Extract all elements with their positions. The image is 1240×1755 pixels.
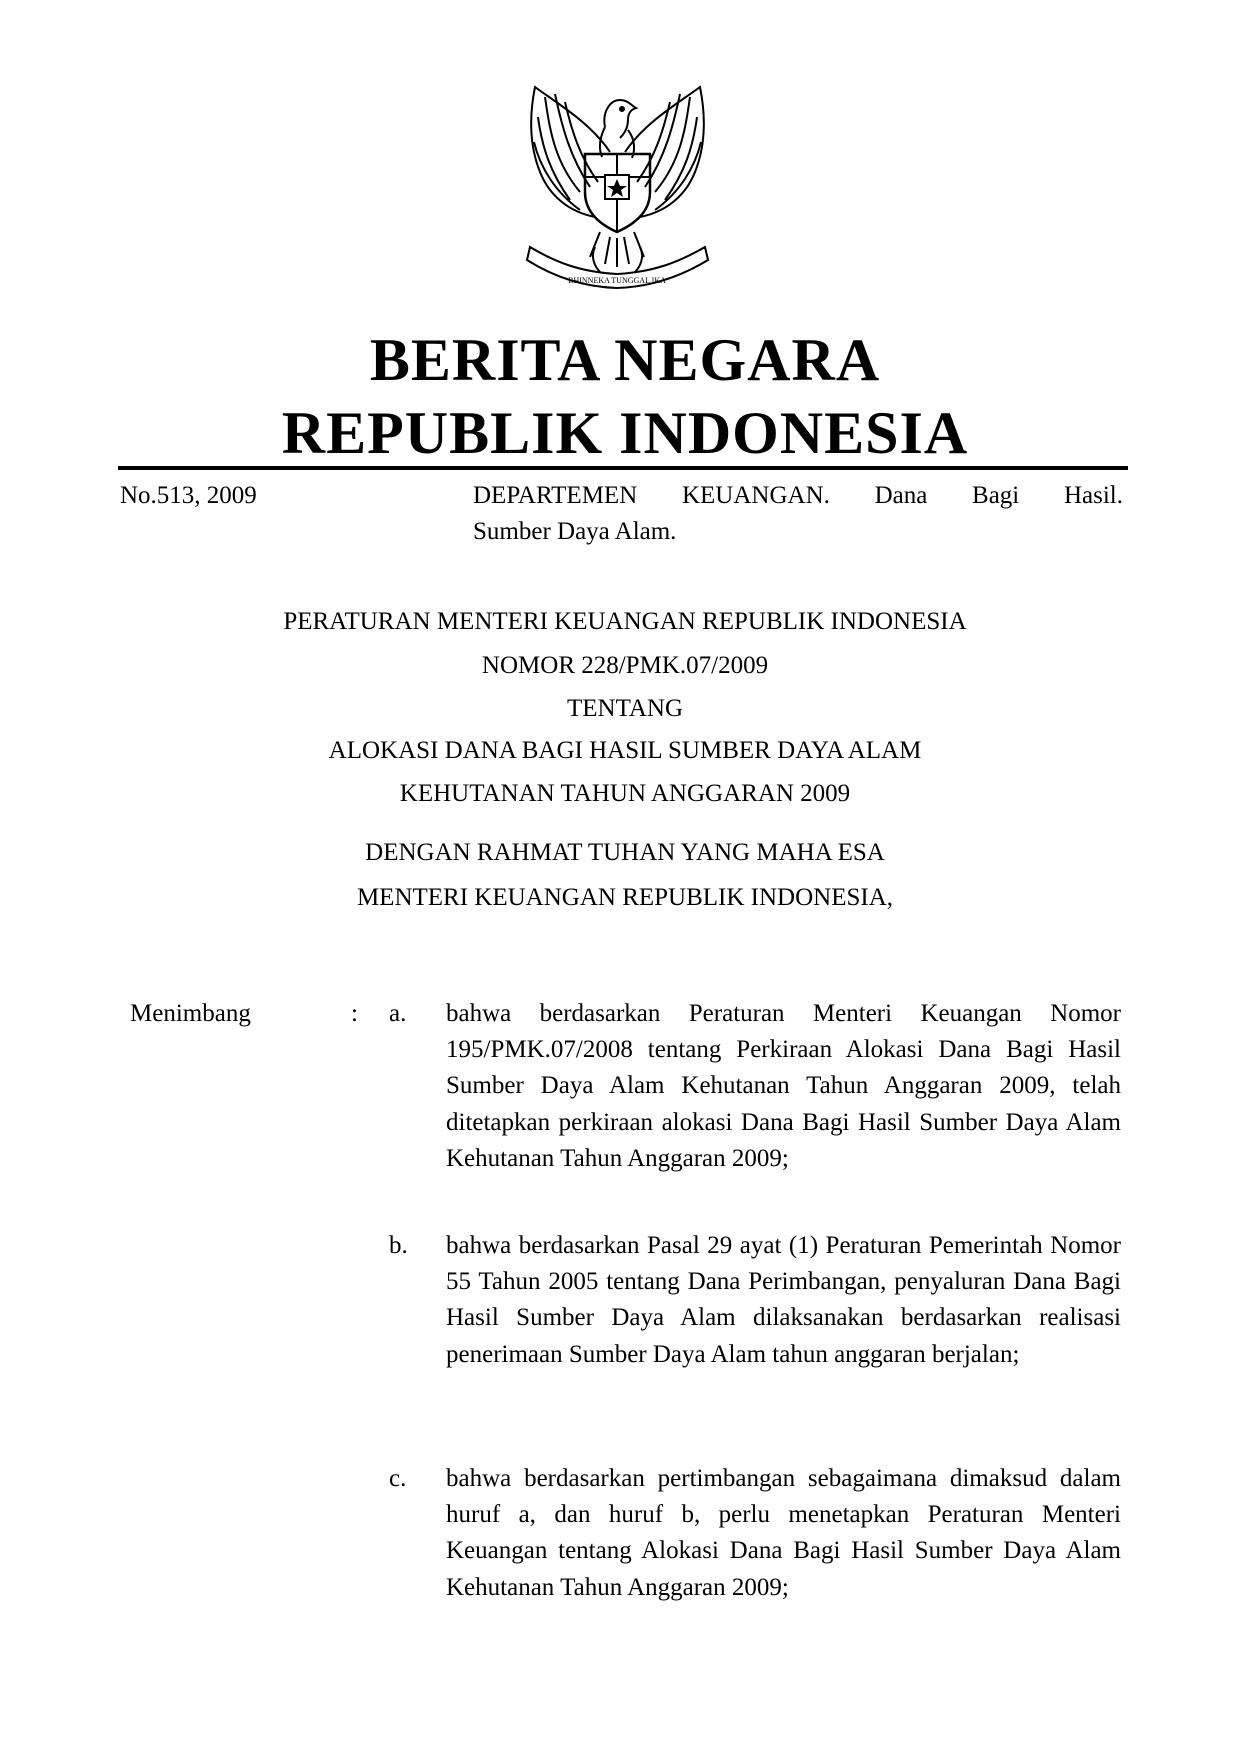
regulation-number: NOMOR 228/PMK.07/2009: [481, 652, 769, 679]
garuda-emblem-icon: [510, 82, 725, 302]
header-divider: [118, 466, 1128, 470]
minister-line: MENTERI KEUANGAN REPUBLIK INDONESIA,: [356, 884, 894, 911]
list-item-text: bahwa berdasarkan Pasal 29 ayat (1) Peraturan Pemerintah Nomor 55 Tahun 2005 tentang Dana Perimbangan, penyaluran Dana Bagi Hasil Sumber Daya Alam dilaksanakan berdasarkan realisasi penerimaan Sumber Daya Alam tahun anggaran berjalan;: [446, 1232, 1121, 1368]
regulation-title-line-1: PERATURAN MENTERI KEUANGAN REPUBLIK INDONESIA: [283, 608, 967, 635]
masthead-title: BERITA NEGARA: [369, 327, 881, 393]
gazette-number: No.513, 2009: [120, 482, 257, 509]
regulation-tentang: TENTANG: [566, 695, 684, 722]
menimbang-label: Menimbang: [130, 1000, 251, 1027]
list-item-letter: b.: [389, 1232, 408, 1259]
list-item-text: bahwa berdasarkan Peraturan Menteri Keuangan Nomor 195/PMK.07/2008 tentang Perkiraan Alokasi Dana Bagi Hasil Sumber Daya Alam Kehutanan Tahun Anggaran 2009, telah ditetapkan perkiraan alokasi Dana Bagi Hasil Sumber Daya Alam Kehutanan Tahun Anggaran 2009;: [446, 1000, 1121, 1172]
list-item-text: bahwa berdasarkan pertimbangan sebagaimana dimaksud dalam huruf a, dan huruf b, perlu menetapkan Peraturan Menteri Keuangan tentang Alokasi Dana Bagi Hasil Sumber Daya Alam Kehutanan Tahun Anggaran 2009;: [446, 1465, 1121, 1601]
menimbang-colon: :: [351, 1000, 358, 1027]
department-line-1: DEPARTEMEN KEUANGAN. Dana Bagi Hasil.: [473, 482, 1123, 509]
emblem-motto: BHINNEKA TUNGGAL IKA: [568, 276, 666, 285]
list-item-letter: c.: [389, 1465, 407, 1492]
list-item-letter: a.: [389, 1000, 407, 1027]
invocation-line: DENGAN RAHMAT TUHAN YANG MAHA ESA: [365, 839, 885, 866]
regulation-subject-line-2: KEHUTANAN TAHUN ANGGARAN 2009: [399, 780, 851, 807]
masthead-subtitle: REPUBLIK INDONESIA: [281, 400, 969, 466]
department-line-2: Sumber Daya Alam.: [473, 518, 677, 545]
regulation-subject-line-1: ALOKASI DANA BAGI HASIL SUMBER DAYA ALAM: [328, 737, 922, 764]
